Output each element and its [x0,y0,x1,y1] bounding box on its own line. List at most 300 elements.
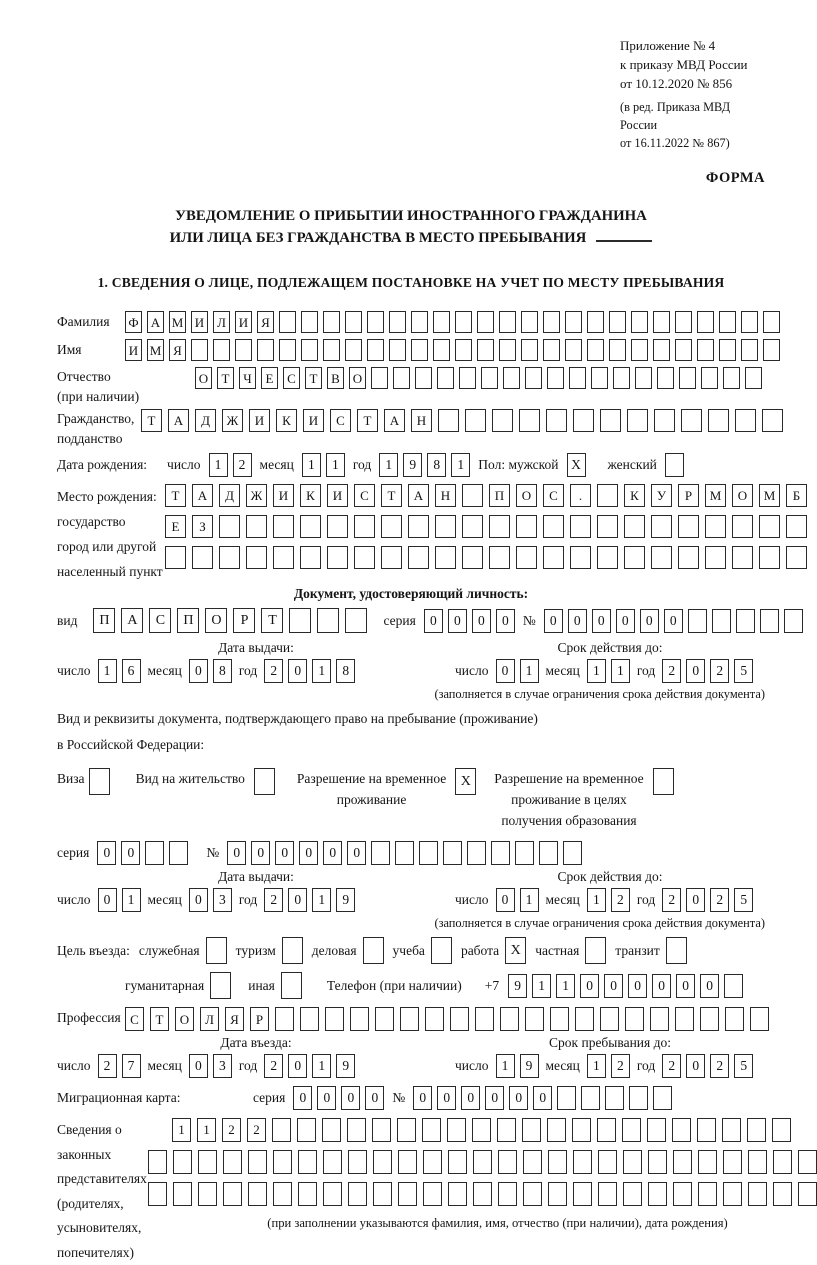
char-box[interactable] [273,546,294,569]
char-box[interactable]: 1 [312,1054,331,1078]
char-box[interactable] [433,311,450,333]
char-box[interactable] [322,1118,341,1142]
char-box[interactable]: 1 [172,1118,191,1142]
char-box[interactable] [477,311,494,333]
char-box[interactable] [248,1150,267,1174]
char-box[interactable]: 1 [197,1118,216,1142]
char-box[interactable] [631,339,648,361]
char-box[interactable]: 1 [379,453,398,477]
char-box[interactable]: Я [169,339,186,361]
char-box[interactable]: 0 [461,1086,480,1110]
char-box[interactable]: Б [786,484,807,507]
char-box[interactable] [650,1007,669,1031]
char-box[interactable]: П [177,608,199,633]
char-box[interactable]: М [147,339,164,361]
char-box[interactable] [654,409,675,432]
char-box[interactable] [423,1150,442,1174]
char-box[interactable]: Я [225,1007,244,1031]
char-box[interactable] [411,339,428,361]
char-box[interactable] [762,409,783,432]
char-box[interactable] [500,1007,519,1031]
char-box[interactable] [647,1118,666,1142]
char-box[interactable] [367,339,384,361]
char-box[interactable] [623,1150,642,1174]
char-box[interactable] [433,339,450,361]
char-box[interactable] [210,972,231,999]
char-box[interactable] [587,311,604,333]
char-box[interactable] [624,546,645,569]
char-box[interactable] [431,937,452,964]
char-box[interactable]: 0 [544,609,563,633]
char-box[interactable]: Н [411,409,432,432]
char-box[interactable]: 0 [496,888,515,912]
char-box[interactable] [732,546,753,569]
char-box[interactable]: Р [678,484,699,507]
char-box[interactable] [275,1007,294,1031]
char-box[interactable]: Р [250,1007,269,1031]
char-box[interactable]: 2 [98,1054,117,1078]
char-box[interactable] [697,1118,716,1142]
char-box[interactable]: 2 [662,659,681,683]
char-box[interactable]: 1 [520,888,539,912]
char-box[interactable]: 0 [189,888,208,912]
char-box[interactable] [273,515,294,538]
char-box[interactable] [373,1182,392,1206]
char-box[interactable] [600,1007,619,1031]
char-box[interactable] [398,1150,417,1174]
char-box[interactable]: X [505,937,526,964]
char-box[interactable]: 0 [628,974,647,998]
char-box[interactable]: 5 [734,888,753,912]
char-box[interactable] [759,515,780,538]
char-box[interactable]: 0 [686,659,705,683]
char-box[interactable] [773,1182,792,1206]
char-box[interactable] [609,311,626,333]
char-box[interactable]: Ф [125,311,142,333]
char-box[interactable] [367,311,384,333]
char-box[interactable]: А [192,484,213,507]
char-box[interactable] [327,515,348,538]
char-box[interactable] [547,1118,566,1142]
char-box[interactable] [570,546,591,569]
char-box[interactable] [371,367,388,389]
char-box[interactable] [455,311,472,333]
char-box[interactable] [435,515,456,538]
char-box[interactable] [438,409,459,432]
char-box[interactable] [381,546,402,569]
char-box[interactable] [548,1182,567,1206]
char-box[interactable] [719,339,736,361]
char-box[interactable]: 0 [568,609,587,633]
char-box[interactable]: 0 [288,1054,307,1078]
char-box[interactable] [492,409,513,432]
char-box[interactable]: О [516,484,537,507]
char-box[interactable]: 2 [611,888,630,912]
char-box[interactable] [597,1118,616,1142]
char-box[interactable] [301,311,318,333]
char-box[interactable] [700,1007,719,1031]
char-box[interactable]: К [624,484,645,507]
char-box[interactable]: И [249,409,270,432]
char-box[interactable] [465,409,486,432]
char-box[interactable]: П [93,608,115,633]
char-box[interactable] [736,609,755,633]
char-box[interactable] [675,339,692,361]
char-box[interactable] [722,1118,741,1142]
char-box[interactable] [519,409,540,432]
char-box[interactable]: Т [150,1007,169,1031]
char-box[interactable] [516,546,537,569]
char-box[interactable]: 0 [640,609,659,633]
char-box[interactable]: С [330,409,351,432]
char-box[interactable] [206,937,227,964]
char-box[interactable] [708,409,729,432]
char-box[interactable] [397,1118,416,1142]
char-box[interactable] [697,339,714,361]
char-box[interactable] [587,339,604,361]
char-box[interactable] [724,974,743,998]
char-box[interactable] [419,841,438,865]
char-box[interactable]: А [408,484,429,507]
char-box[interactable] [455,339,472,361]
char-box[interactable] [679,367,696,389]
char-box[interactable] [448,1182,467,1206]
char-box[interactable]: Д [219,484,240,507]
char-box[interactable] [411,311,428,333]
char-box[interactable]: 0 [413,1086,432,1110]
char-box[interactable]: 0 [448,609,467,633]
char-box[interactable] [489,515,510,538]
char-box[interactable]: 0 [592,609,611,633]
char-box[interactable] [648,1182,667,1206]
char-box[interactable] [325,1007,344,1031]
char-box[interactable]: 0 [299,841,318,865]
char-box[interactable] [348,1182,367,1206]
char-box[interactable]: 0 [533,1086,552,1110]
char-box[interactable] [372,1118,391,1142]
char-box[interactable] [585,937,606,964]
char-box[interactable] [784,609,803,633]
char-box[interactable] [772,1118,791,1142]
char-box[interactable] [712,609,731,633]
char-box[interactable]: 0 [98,888,117,912]
char-box[interactable] [635,367,652,389]
char-box[interactable]: 0 [227,841,246,865]
char-box[interactable]: С [125,1007,144,1031]
char-box[interactable]: 1 [312,659,331,683]
char-box[interactable]: Т [165,484,186,507]
char-box[interactable] [254,768,275,795]
char-box[interactable] [323,1150,342,1174]
char-box[interactable] [273,1182,292,1206]
char-box[interactable] [272,1118,291,1142]
char-box[interactable] [273,1150,292,1174]
char-box[interactable]: 0 [189,659,208,683]
char-box[interactable]: 0 [676,974,695,998]
char-box[interactable]: 0 [121,841,140,865]
char-box[interactable]: 1 [587,888,606,912]
char-box[interactable]: С [354,484,375,507]
char-box[interactable]: Е [261,367,278,389]
char-box[interactable] [257,339,274,361]
char-box[interactable]: И [273,484,294,507]
char-box[interactable]: 0 [664,609,683,633]
char-box[interactable]: X [455,768,476,795]
char-box[interactable] [786,515,807,538]
char-box[interactable] [563,841,582,865]
char-box[interactable] [191,339,208,361]
char-box[interactable] [489,546,510,569]
char-box[interactable]: М [759,484,780,507]
char-box[interactable] [598,1150,617,1174]
char-box[interactable]: 1 [451,453,470,477]
char-box[interactable] [375,1007,394,1031]
char-box[interactable]: 0 [509,1086,528,1110]
char-box[interactable] [497,1118,516,1142]
char-box[interactable] [145,841,164,865]
char-box[interactable] [701,367,718,389]
char-box[interactable]: 2 [247,1118,266,1142]
char-box[interactable] [623,1182,642,1206]
char-box[interactable]: 0 [472,609,491,633]
char-box[interactable] [282,937,303,964]
char-box[interactable] [759,546,780,569]
char-box[interactable]: 2 [710,659,729,683]
char-box[interactable]: И [191,311,208,333]
char-box[interactable]: 2 [264,1054,283,1078]
char-box[interactable] [723,1182,742,1206]
char-box[interactable] [516,515,537,538]
char-box[interactable] [477,339,494,361]
char-box[interactable] [673,1150,692,1174]
char-box[interactable]: 0 [189,1054,208,1078]
char-box[interactable] [653,1086,672,1110]
char-box[interactable] [298,1182,317,1206]
char-box[interactable] [300,546,321,569]
char-box[interactable] [543,515,564,538]
char-box[interactable]: X [567,453,586,477]
char-box[interactable]: 9 [403,453,422,477]
char-box[interactable] [798,1182,817,1206]
char-box[interactable]: 0 [686,1054,705,1078]
char-box[interactable] [750,1007,769,1031]
char-box[interactable] [629,1086,648,1110]
char-box[interactable] [462,515,483,538]
char-box[interactable]: О [175,1007,194,1031]
char-box[interactable] [548,1150,567,1174]
char-box[interactable]: 0 [323,841,342,865]
char-box[interactable]: Л [213,311,230,333]
char-box[interactable] [570,515,591,538]
char-box[interactable] [651,546,672,569]
char-box[interactable]: 1 [312,888,331,912]
char-box[interactable] [723,367,740,389]
char-box[interactable]: 1 [532,974,551,998]
char-box[interactable]: 1 [496,1054,515,1078]
char-box[interactable] [173,1182,192,1206]
char-box[interactable] [219,546,240,569]
char-box[interactable]: Ж [246,484,267,507]
char-box[interactable] [348,1150,367,1174]
char-box[interactable]: О [205,608,227,633]
char-box[interactable]: И [327,484,348,507]
char-box[interactable] [748,1150,767,1174]
char-box[interactable] [522,1118,541,1142]
char-box[interactable] [389,311,406,333]
char-box[interactable] [395,841,414,865]
char-box[interactable] [345,608,367,633]
char-box[interactable] [622,1118,641,1142]
char-box[interactable] [525,1007,544,1031]
char-box[interactable] [448,1150,467,1174]
char-box[interactable]: 0 [580,974,599,998]
char-box[interactable]: Л [200,1007,219,1031]
char-box[interactable]: Т [217,367,234,389]
char-box[interactable] [373,1150,392,1174]
char-box[interactable] [573,1150,592,1174]
char-box[interactable] [760,609,779,633]
char-box[interactable]: 1 [302,453,321,477]
char-box[interactable]: 0 [365,1086,384,1110]
char-box[interactable]: О [349,367,366,389]
char-box[interactable] [651,515,672,538]
char-box[interactable] [546,409,567,432]
char-box[interactable] [389,339,406,361]
char-box[interactable] [605,1086,624,1110]
char-box[interactable] [246,546,267,569]
char-box[interactable] [763,339,780,361]
char-box[interactable] [393,367,410,389]
char-box[interactable] [165,546,186,569]
char-box[interactable] [459,367,476,389]
char-box[interactable] [719,311,736,333]
char-box[interactable] [763,311,780,333]
char-box[interactable]: 0 [275,841,294,865]
char-box[interactable] [415,367,432,389]
char-box[interactable]: З [192,515,213,538]
char-box[interactable] [363,937,384,964]
char-box[interactable]: 2 [233,453,252,477]
char-box[interactable] [450,1007,469,1031]
char-box[interactable]: 5 [734,659,753,683]
char-box[interactable]: Т [357,409,378,432]
char-box[interactable] [301,339,318,361]
char-box[interactable]: Т [261,608,283,633]
char-box[interactable]: О [195,367,212,389]
char-box[interactable] [317,608,339,633]
char-box[interactable] [462,484,483,507]
char-box[interactable] [627,409,648,432]
char-box[interactable] [600,409,621,432]
char-box[interactable]: 1 [326,453,345,477]
char-box[interactable] [773,1150,792,1174]
char-box[interactable]: 5 [734,1054,753,1078]
char-box[interactable]: 9 [336,888,355,912]
char-box[interactable]: О [732,484,753,507]
char-box[interactable] [398,1182,417,1206]
char-box[interactable] [653,339,670,361]
char-box[interactable]: Т [141,409,162,432]
char-box[interactable]: 0 [485,1086,504,1110]
char-box[interactable]: 7 [122,1054,141,1078]
char-box[interactable]: 1 [520,659,539,683]
char-box[interactable] [279,311,296,333]
char-box[interactable] [723,1150,742,1174]
char-box[interactable]: М [169,311,186,333]
char-box[interactable] [786,546,807,569]
char-box[interactable]: 9 [336,1054,355,1078]
char-box[interactable] [666,937,687,964]
char-box[interactable] [741,311,758,333]
char-box[interactable]: 3 [213,888,232,912]
char-box[interactable] [569,367,586,389]
char-box[interactable] [565,311,582,333]
char-box[interactable]: 0 [424,609,443,633]
char-box[interactable] [698,1182,717,1206]
char-box[interactable]: 2 [264,659,283,683]
char-box[interactable]: Н [435,484,456,507]
char-box[interactable] [148,1150,167,1174]
char-box[interactable] [653,311,670,333]
char-box[interactable] [443,841,462,865]
char-box[interactable] [597,484,618,507]
char-box[interactable] [173,1150,192,1174]
char-box[interactable] [213,339,230,361]
char-box[interactable] [557,1086,576,1110]
char-box[interactable] [597,546,618,569]
char-box[interactable] [498,1182,517,1206]
char-box[interactable]: В [327,367,344,389]
char-box[interactable] [678,515,699,538]
char-box[interactable]: 8 [213,659,232,683]
char-box[interactable] [550,1007,569,1031]
char-box[interactable]: И [125,339,142,361]
char-box[interactable]: 0 [97,841,116,865]
char-box[interactable] [327,546,348,569]
char-box[interactable] [688,609,707,633]
char-box[interactable]: 0 [437,1086,456,1110]
char-box[interactable] [462,546,483,569]
char-box[interactable]: 8 [336,659,355,683]
char-box[interactable] [798,1150,817,1174]
char-box[interactable] [572,1118,591,1142]
char-box[interactable]: 1 [611,659,630,683]
char-box[interactable] [499,339,516,361]
char-box[interactable] [300,515,321,538]
char-box[interactable] [745,367,762,389]
char-box[interactable] [169,841,188,865]
char-box[interactable]: А [147,311,164,333]
char-box[interactable] [435,546,456,569]
char-box[interactable]: 0 [496,659,515,683]
char-box[interactable] [300,1007,319,1031]
char-box[interactable] [573,1182,592,1206]
char-box[interactable]: 2 [222,1118,241,1142]
char-box[interactable] [521,339,538,361]
char-box[interactable]: Т [381,484,402,507]
char-box[interactable] [747,1118,766,1142]
char-box[interactable]: 1 [98,659,117,683]
char-box[interactable]: 0 [652,974,671,998]
char-box[interactable] [467,841,486,865]
char-box[interactable]: А [168,409,189,432]
char-box[interactable] [371,841,390,865]
char-box[interactable]: 2 [611,1054,630,1078]
char-box[interactable] [523,1182,542,1206]
char-box[interactable] [547,367,564,389]
char-box[interactable] [735,409,756,432]
char-box[interactable] [223,1182,242,1206]
